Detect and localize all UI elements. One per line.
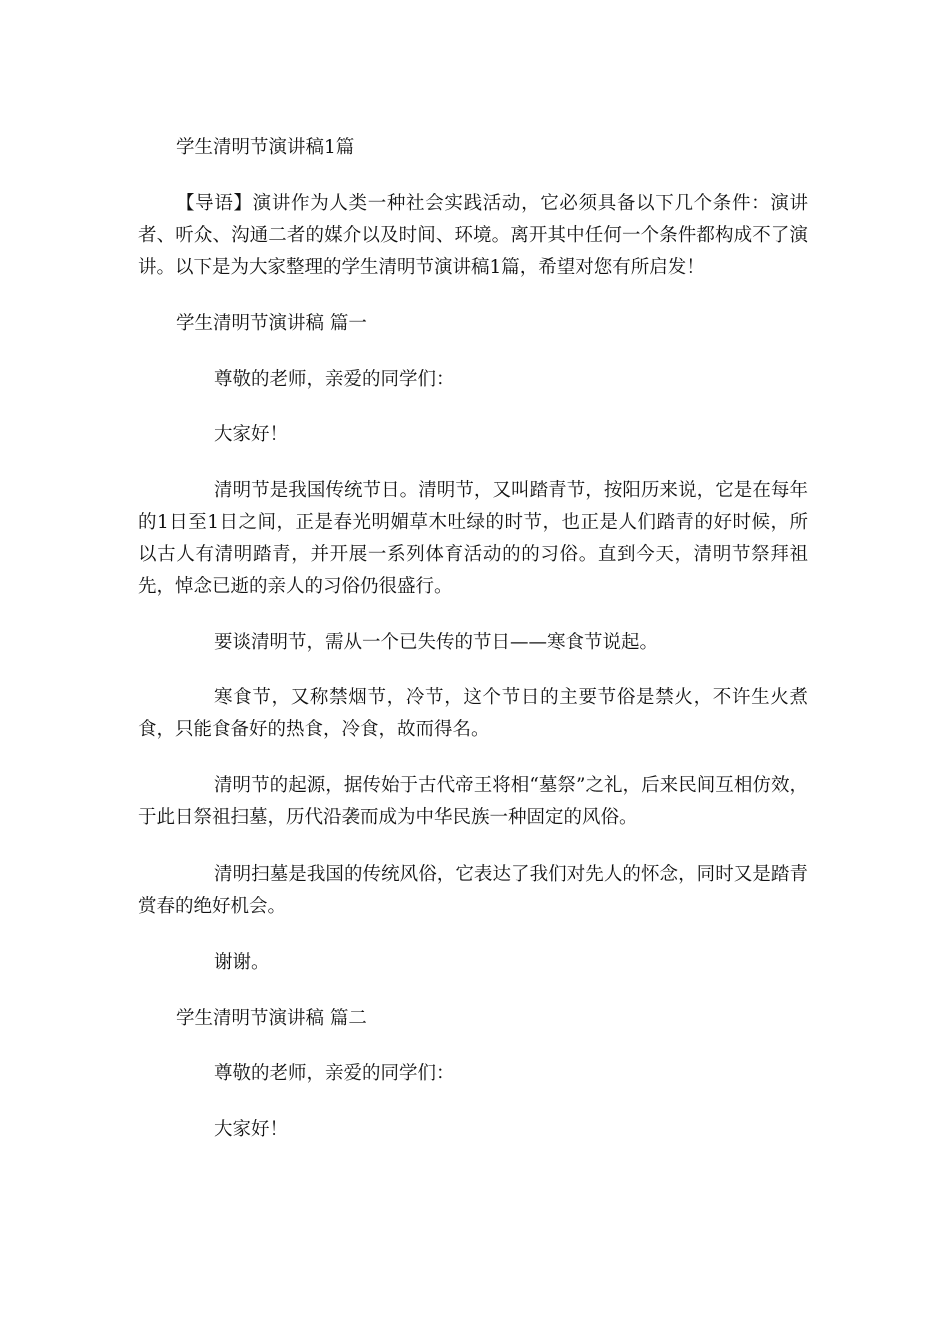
hello-1: 大家好！ xyxy=(214,424,289,445)
body-paragraph: 寒食节，又称禁烟节，冷节，这个节日的主要节俗是禁火，不许生火煮食，只能食备好的热食，冷食，故而得名。 xyxy=(138,687,808,740)
document-title: 学生清明节演讲稿1篇 xyxy=(176,137,355,158)
closing-1: 谢谢。 xyxy=(214,952,270,973)
body-paragraph: 清明扫墓是我国的传统风俗，它表达了我们对先人的怀念，同时又是踏青赏春的绝好机会。 xyxy=(138,864,808,917)
greeting-2: 尊敬的老师，亲爱的同学们： xyxy=(214,1063,455,1084)
body-paragraph: 清明节是我国传统节日。清明节，又叫踏青节，按阳历来说，它是在每年的1日至1日之间，正是春光明媚草木吐绿的时节，也正是人们踏青的好时候，所以古人有清明踏青，并开展一系列体育活动的的习俗。直到今天，清明节祭拜祖先，悼念已逝的亲人的习俗仍很盛行。 xyxy=(138,480,808,597)
intro-paragraph: 【导语】演讲作为人类一种社会实践活动，它必须具备以下几个条件：演讲者、听众、沟通二者的媒介以及时间、环境。离开其中任何一个条件都构成不了演讲。以下是为大家整理的学生清明节演讲稿1篇，希望对您有所启发！ xyxy=(138,193,808,278)
greeting-1: 尊敬的老师，亲爱的同学们： xyxy=(214,369,455,390)
body-paragraph: 要谈清明节，需从一个已失传的节日——寒食节说起。 xyxy=(214,632,659,653)
section-heading-2: 学生清明节演讲稿 篇二 xyxy=(176,1008,367,1029)
body-paragraph: 清明节的起源，据传始于古代帝王将相“墓祭”之礼，后来民间互相仿效，于此日祭祖扫墓，历代沿袭而成为中华民族一种固定的风俗。 xyxy=(138,775,808,828)
section-heading-1: 学生清明节演讲稿 篇一 xyxy=(176,313,367,334)
hello-2: 大家好！ xyxy=(214,1119,289,1140)
